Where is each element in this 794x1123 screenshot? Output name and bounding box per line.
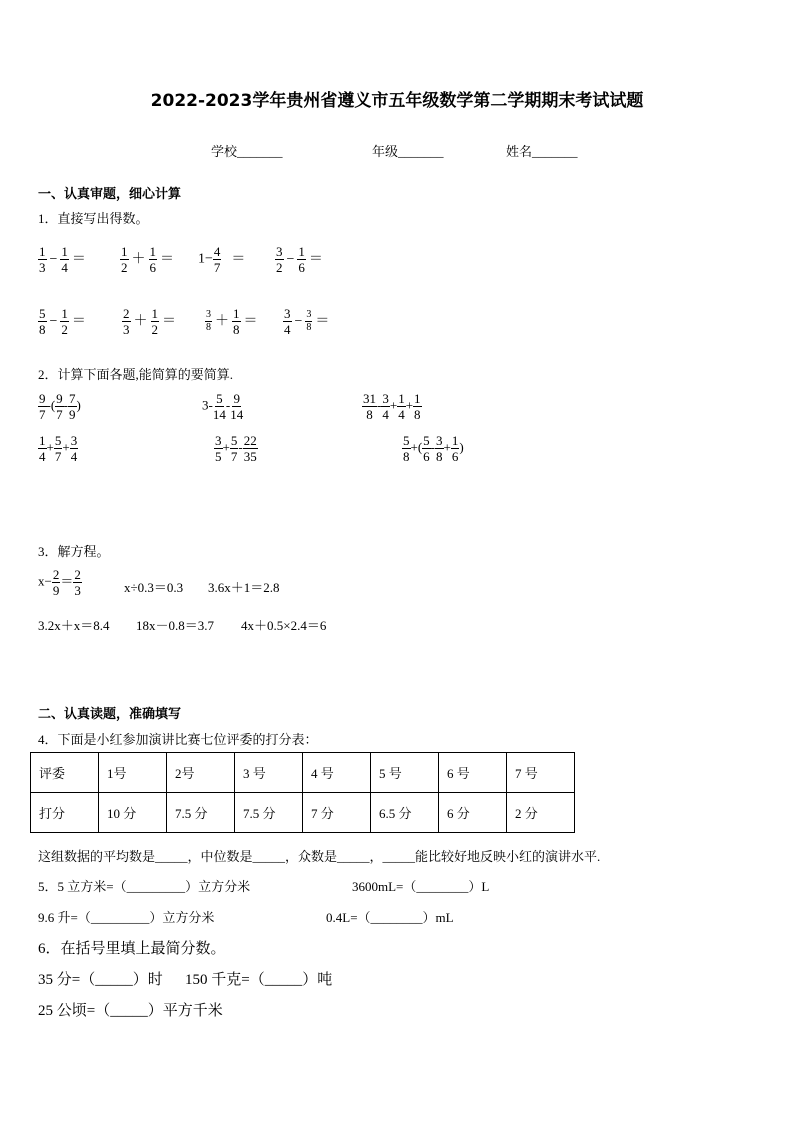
school-field: 学校_______ — [211, 144, 283, 159]
q2-expr-2 — [202, 391, 243, 422]
math-token: 2 — [61, 322, 68, 337]
math-token: 1 — [39, 244, 46, 259]
q3-equation-4: 3.2x＋x＝8.4 — [38, 618, 110, 633]
fraction — [38, 306, 47, 337]
question-2-label: 2．计算下面各题,能简算的要简算. — [38, 367, 234, 382]
math-token: 2 — [151, 322, 158, 337]
math-token: ＋ — [133, 313, 148, 329]
math-token: 2 — [123, 306, 130, 321]
math-token: - — [430, 439, 436, 455]
math-token: 5 — [215, 449, 222, 464]
q2-expr-5 — [214, 433, 258, 464]
fraction — [120, 244, 129, 275]
math-token: - — [238, 439, 243, 455]
math-token: 1 — [451, 433, 459, 448]
math-token: + — [389, 397, 398, 413]
q1-row2-item2 — [122, 306, 176, 337]
math-token: 1 — [39, 433, 46, 448]
question-5d: 0.4L=（________）mL — [326, 910, 454, 925]
fraction — [151, 306, 160, 337]
math-token: ) — [76, 397, 81, 413]
math-token: 3 — [206, 309, 211, 320]
grade-field: 年级_______ — [372, 144, 444, 159]
math-token: 8 — [39, 322, 46, 337]
question-4-label: 4．下面是小红参加演讲比赛七位评委的打分表： — [38, 732, 318, 747]
math-token: ＝ — [308, 251, 323, 267]
math-token: 8 — [436, 449, 443, 464]
fraction — [422, 433, 431, 464]
math-token: 5 — [423, 433, 430, 448]
fraction — [149, 244, 158, 275]
q1-row1-item1 — [38, 244, 86, 275]
table-cell: 7 号 — [507, 753, 575, 793]
math-token: 6 — [298, 260, 305, 275]
fraction — [397, 391, 406, 422]
math-token: 14 — [212, 407, 226, 422]
math-token: 3 — [382, 391, 389, 406]
table-cell: 4 号 — [303, 753, 371, 793]
math-token: 3 — [39, 260, 46, 275]
section-2-heading: 二、认真读题，准确填写 — [38, 706, 182, 721]
table-cell: 6.5 分 — [371, 793, 439, 833]
math-token: 3 — [123, 322, 130, 337]
fraction — [55, 391, 64, 422]
table-cell: 7 分 — [303, 793, 371, 833]
math-token: + — [443, 439, 451, 455]
math-token: 4 — [213, 244, 221, 259]
fraction — [381, 391, 390, 422]
name-field: 姓名_______ — [506, 144, 578, 159]
math-token: ＝ — [231, 251, 246, 267]
math-token: 4 — [61, 260, 68, 275]
math-token: 8 — [414, 407, 421, 422]
math-token: x− — [38, 573, 52, 589]
q1-row1-item4 — [275, 244, 323, 275]
table-cell: 评委 — [31, 753, 99, 793]
math-token: 7 — [56, 407, 63, 422]
q2-expr-3 — [362, 391, 422, 422]
fraction — [70, 433, 79, 464]
math-token: 1 — [233, 306, 240, 321]
math-token: 2 — [52, 567, 60, 582]
math-token: ＝ — [160, 251, 174, 267]
table-row — [31, 793, 575, 833]
q3-equation-1 — [38, 567, 82, 598]
table-row — [31, 753, 575, 793]
math-token: + — [222, 439, 230, 455]
math-token: 6 — [423, 449, 430, 464]
math-token: 4 — [284, 322, 291, 337]
math-token: - — [225, 397, 231, 413]
math-token: 7 — [39, 407, 46, 422]
fraction — [413, 391, 422, 422]
fraction — [73, 567, 82, 598]
fraction — [283, 306, 292, 337]
math-token: + — [405, 397, 414, 413]
math-token: 7 — [213, 260, 221, 275]
math-token: ＝ — [243, 313, 258, 329]
math-token: ＋ — [131, 251, 146, 267]
math-token: 7 — [54, 449, 62, 464]
question-5b: 3600mL=（________）L — [352, 879, 490, 894]
fraction — [38, 391, 47, 422]
fraction — [275, 244, 284, 275]
table-cell: 打分 — [31, 793, 99, 833]
table-cell: 6 分 — [439, 793, 507, 833]
table-cell: 2号 — [167, 753, 235, 793]
question-6c: 25 公顷=（_____）平方千米 — [38, 1003, 223, 1019]
math-token: 2 — [74, 567, 81, 582]
question-6b: 150 千克=（_____）吨 — [185, 972, 333, 988]
fraction — [213, 391, 226, 422]
math-token: ＝ — [71, 251, 86, 267]
score-table — [30, 752, 575, 833]
math-token: 8 — [403, 449, 410, 464]
math-token: + — [46, 439, 54, 455]
math-token: 31 — [363, 391, 376, 406]
math-token: 5 — [216, 391, 223, 406]
table-cell: 1号 — [99, 753, 167, 793]
math-token: 2 — [121, 260, 128, 275]
math-token: 1 — [298, 244, 305, 259]
fraction — [297, 244, 306, 275]
question-6-label: 6．在括号里填上最简分数。 — [38, 941, 226, 957]
math-token: 4 — [70, 449, 78, 464]
math-token: 3 — [284, 306, 291, 321]
math-token: 6 — [149, 260, 156, 275]
question-5a: 5．5 立方米=（_________）立方分米 — [38, 879, 251, 894]
q1-row2-item3 — [205, 306, 258, 337]
math-token: 1 — [151, 306, 158, 321]
math-token: 5 — [403, 433, 410, 448]
fraction — [60, 244, 69, 275]
table-cell: 6 号 — [439, 753, 507, 793]
math-token: 1 — [121, 244, 128, 259]
q3-equation-3: 3.6x＋1＝2.8 — [208, 580, 280, 595]
fraction — [122, 306, 131, 337]
math-token: 4 — [398, 407, 405, 422]
math-token: 3 — [215, 433, 222, 448]
q2-expr-6 — [402, 433, 464, 464]
math-token: ) — [459, 439, 464, 455]
fraction — [68, 391, 77, 422]
math-token: 3- — [202, 397, 213, 413]
math-token: − — [294, 313, 303, 329]
question-1-label: 1．直接写出得数。 — [38, 211, 149, 226]
math-token: ＝ — [315, 313, 330, 329]
fraction — [305, 309, 312, 334]
math-token: 7 — [69, 391, 76, 406]
math-token: 35 — [243, 449, 257, 464]
math-token: 6 — [451, 449, 459, 464]
math-token: 3 — [276, 244, 283, 259]
math-token: -( — [46, 397, 56, 413]
math-token: 5 — [54, 433, 62, 448]
question-6a: 35 分=（_____）时 — [38, 972, 163, 988]
q3-equation-6: 4x＋0.5×2.4＝6 — [241, 618, 327, 633]
math-token: ＝ — [71, 313, 86, 329]
math-token: 4 — [39, 449, 46, 464]
math-token: 8 — [206, 322, 211, 333]
math-token: 8 — [366, 407, 373, 422]
fraction — [38, 433, 47, 464]
fraction — [435, 433, 444, 464]
math-token: 1− — [198, 251, 213, 267]
question-4-note: 这组数据的平均数是_____，中位数是_____，众数是_____，_____能比较好地反映小红的演讲水平. — [38, 849, 601, 864]
math-token: 1 — [61, 244, 68, 259]
q3-equation-5: 18x－0.8＝3.7 — [136, 618, 215, 633]
math-token: − — [49, 313, 58, 329]
q1-row2-item1 — [38, 306, 86, 337]
section-1-heading: 一、认真审题，细心计算 — [38, 186, 182, 201]
table-cell: 3 号 — [235, 753, 303, 793]
math-token: 1 — [414, 391, 421, 406]
q3-equation-2: x÷0.3＝0.3 — [124, 580, 184, 595]
question-5c: 9.6 升=（_________）立方分米 — [38, 910, 215, 925]
page-title: 2022-2023学年贵州省遵义市五年级数学第二学期期末考试试题 — [150, 91, 644, 111]
q1-row1-item2 — [120, 244, 174, 275]
fraction — [232, 306, 241, 337]
math-token: 4 — [382, 407, 389, 422]
math-token: 3 — [70, 433, 78, 448]
q1-row2-item4 — [283, 306, 329, 337]
math-token: 14 — [230, 407, 244, 422]
math-token: 5 — [230, 433, 238, 448]
fraction — [243, 433, 258, 464]
math-token: 9 — [69, 407, 76, 422]
math-token: − — [286, 251, 295, 267]
math-token: 5 — [39, 306, 46, 321]
math-token: 8 — [233, 322, 240, 337]
fraction — [60, 306, 69, 337]
math-token: 8 — [306, 322, 312, 333]
math-token: +( — [410, 439, 423, 455]
table-cell: 7.5 分 — [167, 793, 235, 833]
math-token: 1 — [61, 306, 68, 321]
math-token: 2 — [276, 260, 283, 275]
math-token: 3 — [436, 433, 443, 448]
math-token: 3 — [306, 309, 312, 320]
q1-row1-item3 — [198, 244, 245, 275]
math-token: ＋ — [215, 313, 229, 329]
table-cell: 10 分 — [99, 793, 167, 833]
math-token: 7 — [230, 449, 238, 464]
math-token: ＝ — [162, 313, 176, 329]
math-token: 9 — [52, 583, 60, 598]
math-token: - — [377, 397, 382, 413]
fraction — [214, 433, 223, 464]
table-cell: 7.5 分 — [235, 793, 303, 833]
q2-expr-1 — [38, 391, 81, 422]
math-token: 1 — [398, 391, 405, 406]
fraction — [402, 433, 411, 464]
math-token: - — [63, 397, 69, 413]
fraction — [362, 391, 377, 422]
math-token: 9 — [56, 391, 63, 406]
fraction — [38, 244, 47, 275]
math-token: 22 — [243, 433, 257, 448]
math-token: 1 — [149, 244, 156, 259]
math-token: − — [49, 251, 58, 267]
question-3-label: 3．解方程。 — [38, 544, 110, 559]
math-token: + — [62, 439, 70, 455]
table-cell: 5 号 — [371, 753, 439, 793]
math-token: ＝ — [60, 573, 74, 589]
fraction — [230, 391, 243, 422]
fraction — [213, 244, 222, 275]
math-token: 9 — [39, 391, 46, 406]
fraction — [205, 309, 212, 334]
table-cell: 2 分 — [507, 793, 575, 833]
math-token: 3 — [74, 583, 81, 598]
q2-expr-4 — [38, 433, 78, 464]
math-token: 9 — [233, 391, 240, 406]
